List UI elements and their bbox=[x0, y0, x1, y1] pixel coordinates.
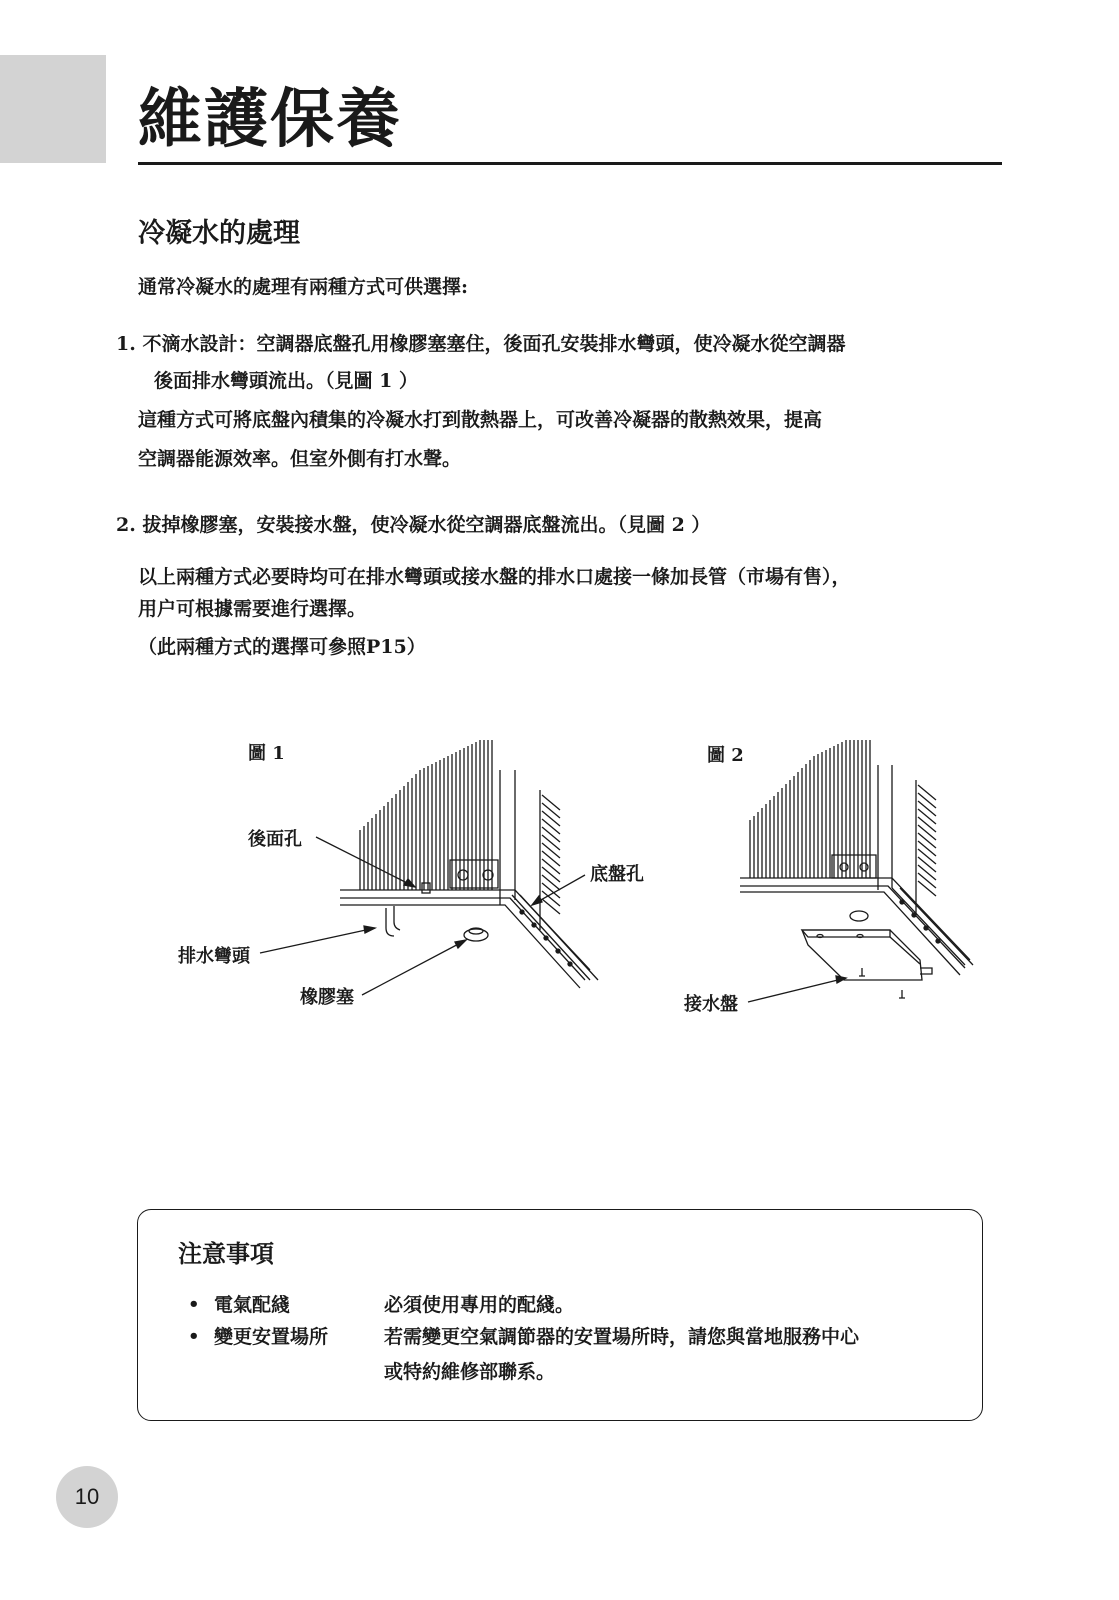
summary-line1: 以上兩種方式必要時均可在排水彎頭或接水盤的排水口處接一條加長管（市場有售）， bbox=[138, 566, 851, 588]
page-title: 維護保養 bbox=[138, 82, 402, 157]
summary-line2: 用户可根據需要進行選擇。 bbox=[138, 598, 367, 620]
note-desc-cont: 或特約維修部聯系。 bbox=[384, 1361, 556, 1383]
label-rubber-plug: 橡膠塞 bbox=[300, 987, 354, 1008]
fig2-caption: 圖 2 bbox=[707, 745, 744, 766]
fig1-illustration bbox=[260, 740, 598, 995]
item1-note-line2: 空調器能源效率。但室外側有打水聲。 bbox=[138, 448, 462, 470]
title-rule bbox=[138, 162, 1002, 165]
bullet-icon: • bbox=[188, 1326, 200, 1347]
label-base-hole: 底盤孔 bbox=[590, 864, 644, 885]
side-tab bbox=[0, 55, 106, 163]
drain-pan-shape bbox=[802, 930, 932, 998]
item2-text: 2. 拔掉橡膠塞，安裝接水盤，使冷凝水從空調器底盤流出。（見圖 2 ） bbox=[116, 514, 711, 536]
bullet-icon: • bbox=[188, 1294, 200, 1315]
section-heading: 冷凝水的處理 bbox=[138, 218, 300, 249]
summary-line3: （此兩種方式的選擇可參照P15） bbox=[138, 636, 426, 658]
label-drain-pan: 接水盤 bbox=[684, 994, 738, 1015]
page-number: 10 bbox=[74, 1484, 100, 1509]
item1-line1: 1. 不滴水設計：空調器底盤孔用橡膠塞塞住，後面孔安裝排水彎頭，使冷凝水從空調器 bbox=[116, 333, 846, 355]
item1-line2: 後面排水彎頭流出。（見圖 1 ） bbox=[154, 370, 418, 392]
fig2-condenser-fins bbox=[750, 740, 870, 878]
fig1-side-panel bbox=[540, 790, 560, 930]
note-term: 電氣配綫 bbox=[214, 1294, 291, 1316]
note-desc: 必須使用專用的配綫。 bbox=[384, 1294, 575, 1316]
note-term: 變更安置場所 bbox=[214, 1326, 329, 1348]
item1-note-line1: 這種方式可將底盤內積集的冷凝水打到散熱器上，可改善冷凝器的散熱效果，提高 bbox=[138, 409, 823, 431]
fig1-caption: 圖 1 bbox=[248, 743, 285, 764]
fig1-condenser-fins bbox=[360, 740, 492, 890]
fig2-illustration bbox=[740, 740, 973, 1002]
label-rear-hole: 後面孔 bbox=[248, 829, 302, 850]
fig2-side-panel bbox=[916, 780, 936, 915]
notes-heading: 注意事項 bbox=[178, 1239, 274, 1268]
note-desc: 若需變更空氣調節器的安置場所時，請您與當地服務中心 bbox=[384, 1326, 860, 1348]
label-drain-elbow: 排水彎頭 bbox=[178, 946, 250, 967]
drain-elbow-shape bbox=[386, 906, 400, 936]
figure-illustrations bbox=[150, 740, 1010, 1040]
intro-text: 通常冷凝水的處理有兩種方式可供選擇: bbox=[138, 276, 469, 298]
